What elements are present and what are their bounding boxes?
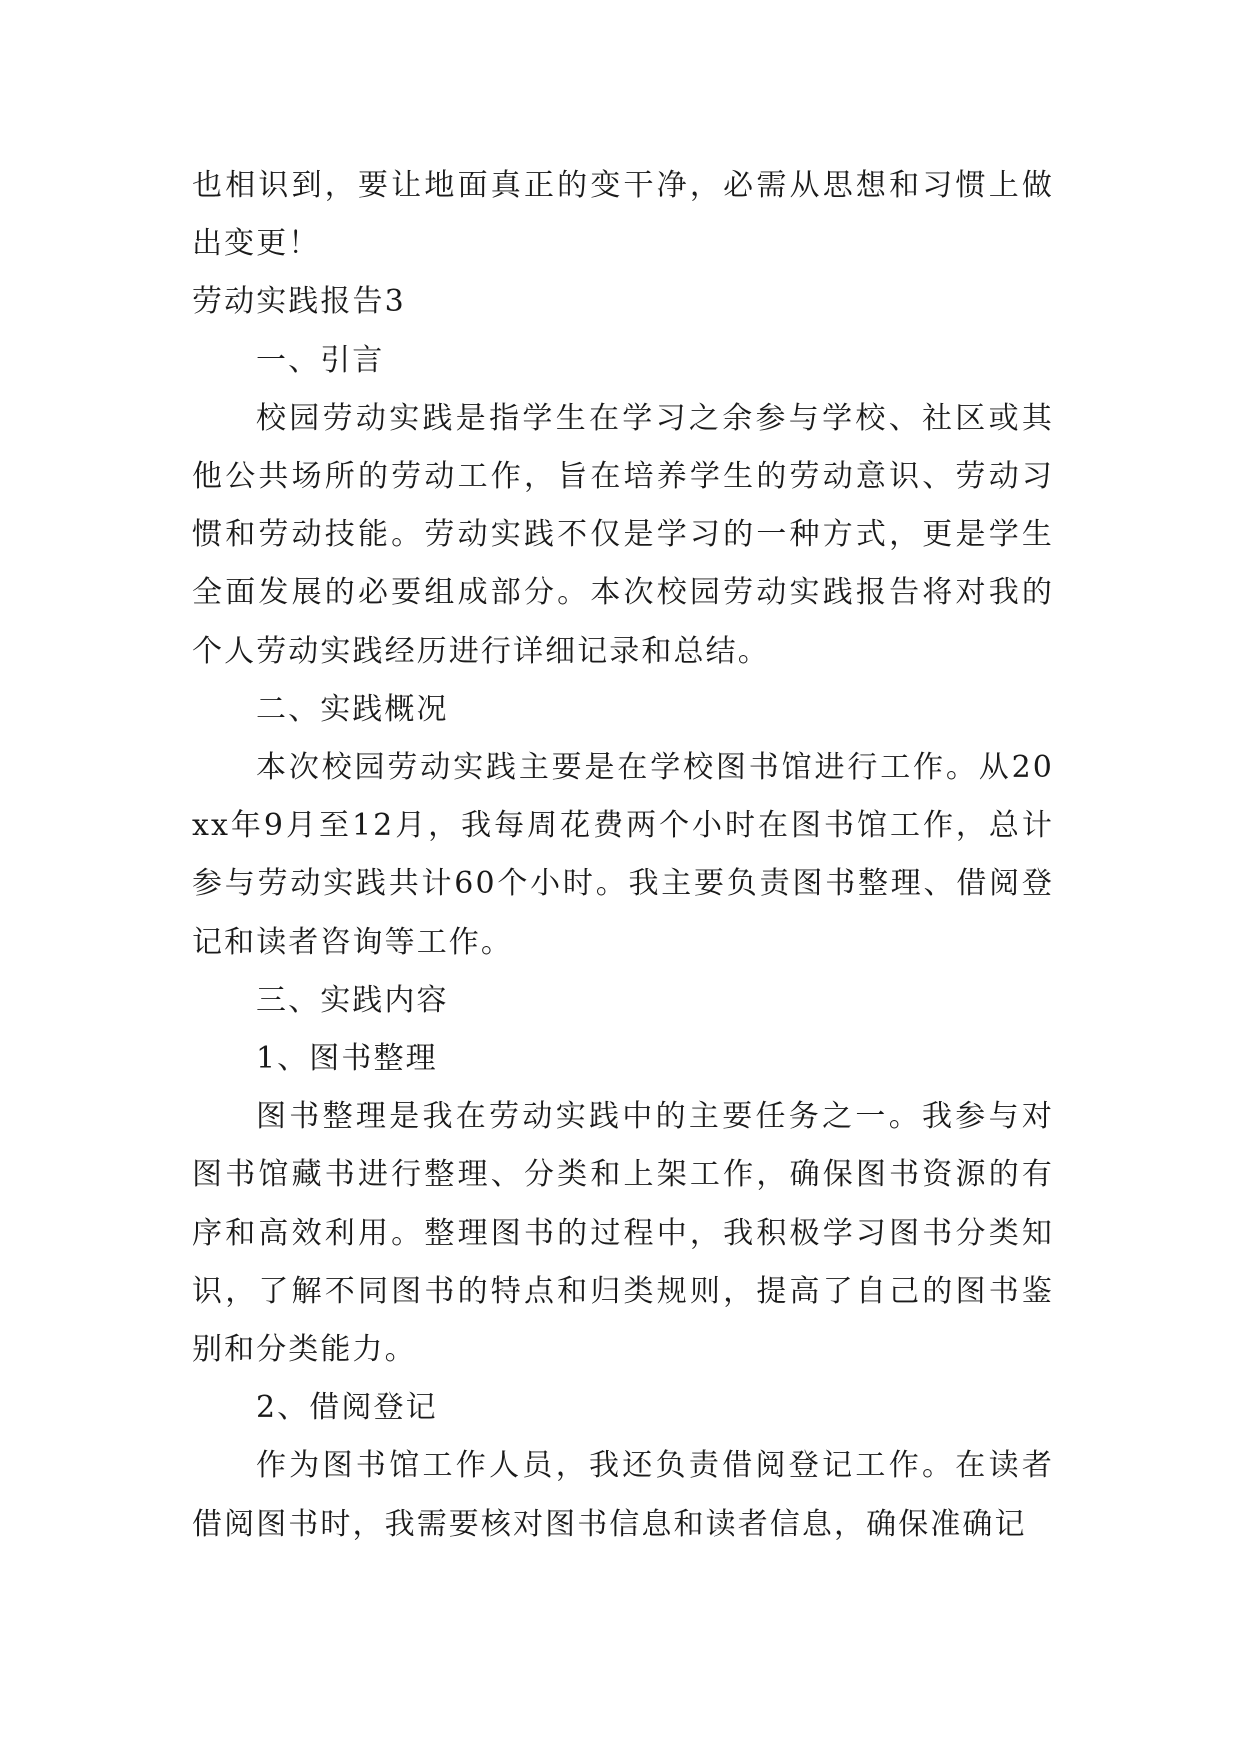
section-heading-content: 三、实践内容: [256, 982, 449, 1018]
section-heading-introduction: 一、引言: [256, 342, 385, 378]
subheading-book-sorting: 1、图书整理: [256, 1041, 438, 1077]
section-heading-overview: 二、实践概况: [256, 691, 449, 727]
paragraph-book-sorting: 图书整理是我在劳动实践中的主要任务之一。我参与对图书馆藏书进行整理、分类和上架工作，确保图书资源的有序和高效利用。整理图书的过程中，我积极学习图书分类知识，了解不同图书的特点和归类规则，提高了自己的图书鉴别和分类能力。: [192, 1099, 1054, 1368]
paragraph-introduction: 校园劳动实践是指学生在学习之余参与学校、社区或其他公共场所的劳动工作，旨在培养学生的劳动意识、劳动习惯和劳动技能。劳动实践不仅是学习的一种方式，更是学生全面发展的必要组成部分。本次校园劳动实践报告将对我的个人劳动实践经历进行详细记录和总结。: [192, 400, 1054, 669]
paragraph-continuation: 也相识到，要让地面真正的变干净，必需从思想和习惯上做出变更！: [192, 168, 1054, 262]
document-body: [192, 157, 1054, 1554]
report-title: 劳动实践报告3: [192, 284, 406, 320]
subheading-borrowing-registration: 2、借阅登记: [256, 1390, 438, 1426]
paragraph-overview: 本次校园劳动实践主要是在学校图书馆进行工作。从20xx年9月至12月，我每周花费两个小时在图书馆工作，总计参与劳动实践共计60个小时。我主要负责图书整理、借阅登记和读者咨询等工作。: [192, 750, 1054, 960]
paragraph-borrowing-registration: 作为图书馆工作人员，我还负责借阅登记工作。在读者借阅图书时，我需要核对图书信息和读者信息，确保准确记: [192, 1448, 1054, 1542]
